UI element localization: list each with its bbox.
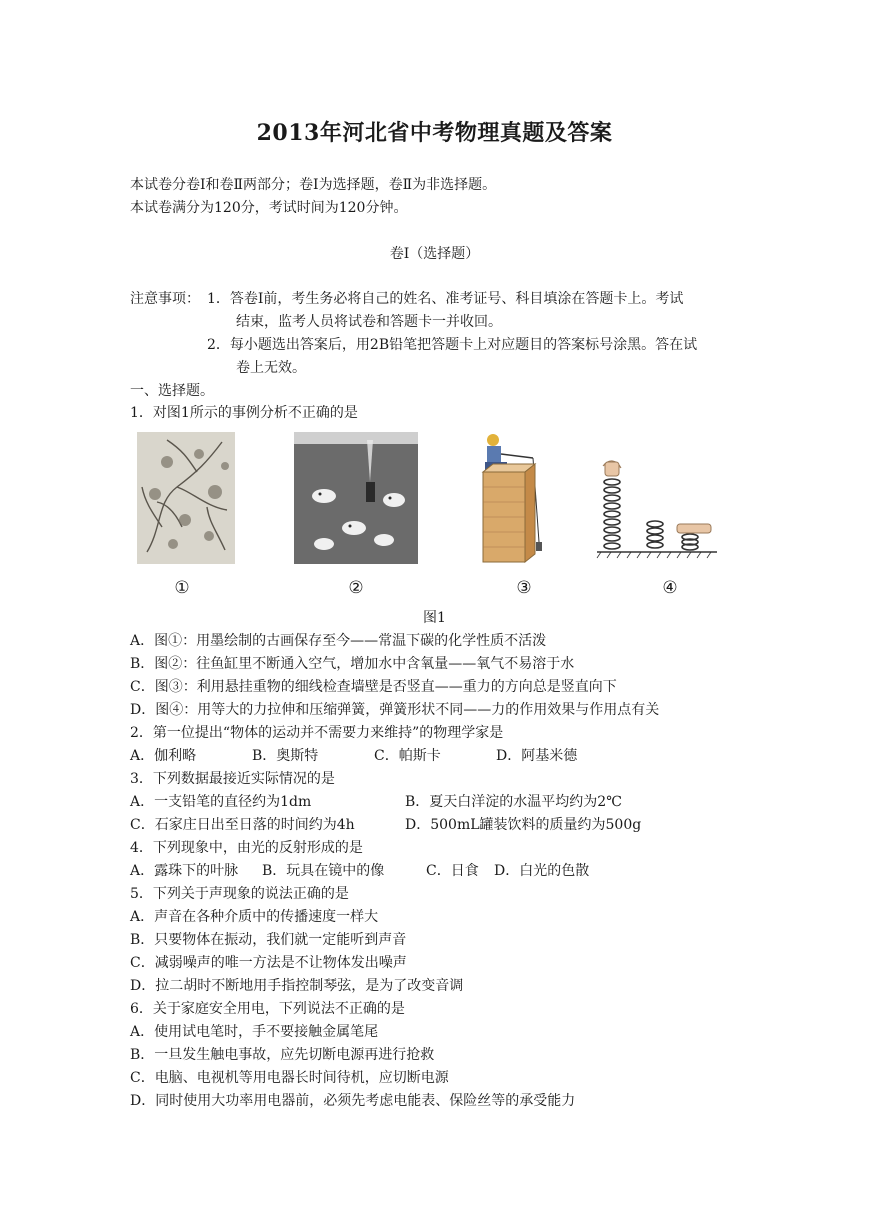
q2-option-d: D．阿基米德 (496, 748, 578, 764)
q4-option-a: A．露珠下的叶脉 (130, 863, 239, 879)
figure-label-3: ③ (516, 578, 532, 598)
q5-stem: 5．下列关于声现象的说法正确的是 (130, 886, 349, 902)
q5-option-c: C．减弱噪声的唯一方法是不让物体发出噪声 (130, 955, 407, 971)
q3-option-a: A．一支铅笔的直径约为1dm (130, 794, 312, 810)
figure-image-plumb-line (473, 432, 557, 564)
q2-option-c: C．帕斯卡 (374, 748, 441, 764)
q1-option-d: D．图④：用等大的力拉伸和压缩弹簧，弹簧形状不同——力的作用效果与作用点有关 (130, 702, 660, 718)
q2-option-b: B．奥斯特 (252, 748, 319, 764)
q6-option-a: A．使用试电笔时，手不要接触金属笔尾 (130, 1024, 379, 1040)
note-2-line-1: 2．每小题选出答案后，用2B铅笔把答题卡上对应题目的答案标号涂黑。答在试 (207, 337, 698, 353)
q4-options (130, 860, 589, 882)
section-title: 卷Ⅰ（选择题） (389, 246, 480, 262)
q4-option-c: C．日食 (426, 863, 479, 879)
q3-option-d: D．500mL罐装饮料的质量约为500g (405, 817, 642, 833)
q4-stem: 4．下列现象中，由光的反射形成的是 (130, 840, 363, 856)
q3-option-b: B．夏天白洋淀的水温平均约为2℃ (405, 794, 622, 810)
q6-option-d: D．同时使用大功率用电器前，必须先考虑电能表、保险丝等的承受能力 (130, 1093, 576, 1109)
q3-stem: 3．下列数据最接近实际情况的是 (130, 771, 335, 787)
q5-option-a: A．声音在各种介质中的传播速度一样大 (130, 909, 379, 925)
figure-image-springs (595, 432, 719, 564)
intro-line-1: 本试卷分卷Ⅰ和卷Ⅱ两部分；卷Ⅰ为选择题，卷Ⅱ为非选择题。 (130, 177, 497, 193)
intro-line-2: 本试卷满分为120分，考试时间为120分钟。 (130, 200, 408, 216)
q2-stem: 2．第一位提出“物体的运动并不需要力来维持”的物理学家是 (130, 725, 504, 741)
q4-option-b: B．玩具在镜中的像 (262, 863, 385, 879)
figure-caption: 图1 (423, 610, 446, 626)
q1-option-c: C．图③：利用悬挂重物的细线检查墙壁是否竖直——重力的方向总是竖直向下 (130, 679, 617, 695)
figure-label-1: ① (174, 578, 190, 598)
figure-image-ink-painting (137, 432, 235, 564)
document-title: 2013年河北省中考物理真题及答案 (256, 120, 613, 146)
q6-option-b: B．一旦发生触电事故，应先切断电源再进行抢救 (130, 1047, 435, 1063)
note-2-line-2: 卷上无效。 (236, 360, 306, 376)
q1-stem: 1．对图1所示的事例分析不正确的是 (130, 405, 358, 421)
q1-option-b: B．图②：往鱼缸里不断通入空气，增加水中含氧量——氧气不易溶于水 (130, 656, 575, 672)
notes-label: 注意事项： (130, 291, 200, 307)
part-heading: 一、选择题。 (130, 383, 214, 399)
note-1-line-2: 结束，监考人员将试卷和答题卡一并收回。 (236, 314, 502, 330)
q2-option-a: A．伽利略 (130, 748, 197, 764)
note-1-line-1: 1．答卷Ⅰ前，考生务必将自己的姓名、准考证号、科目填涂在答题卡上。考试 (207, 291, 684, 307)
q6-option-c: C．电脑、电视机等用电器长时间待机，应切断电源 (130, 1070, 449, 1086)
q6-stem: 6．关于家庭安全用电，下列说法不正确的是 (130, 1001, 405, 1017)
q2-options (130, 745, 577, 767)
q3-option-c: C．石家庄日出至日落的时间约为4h (130, 817, 355, 833)
figure-image-fish-tank (294, 432, 418, 564)
figure-label-4: ④ (662, 578, 678, 598)
q4-option-d: D．白光的色散 (494, 863, 590, 879)
q5-option-d: D．拉二胡时不断地用手指控制琴弦，是为了改变音调 (130, 978, 464, 994)
q1-option-a: A．图①：用墨绘制的古画保存至今——常温下碳的化学性质不活泼 (130, 633, 547, 649)
q5-option-b: B．只要物体在振动，我们就一定能听到声音 (130, 932, 407, 948)
figure-label-2: ② (348, 578, 364, 598)
